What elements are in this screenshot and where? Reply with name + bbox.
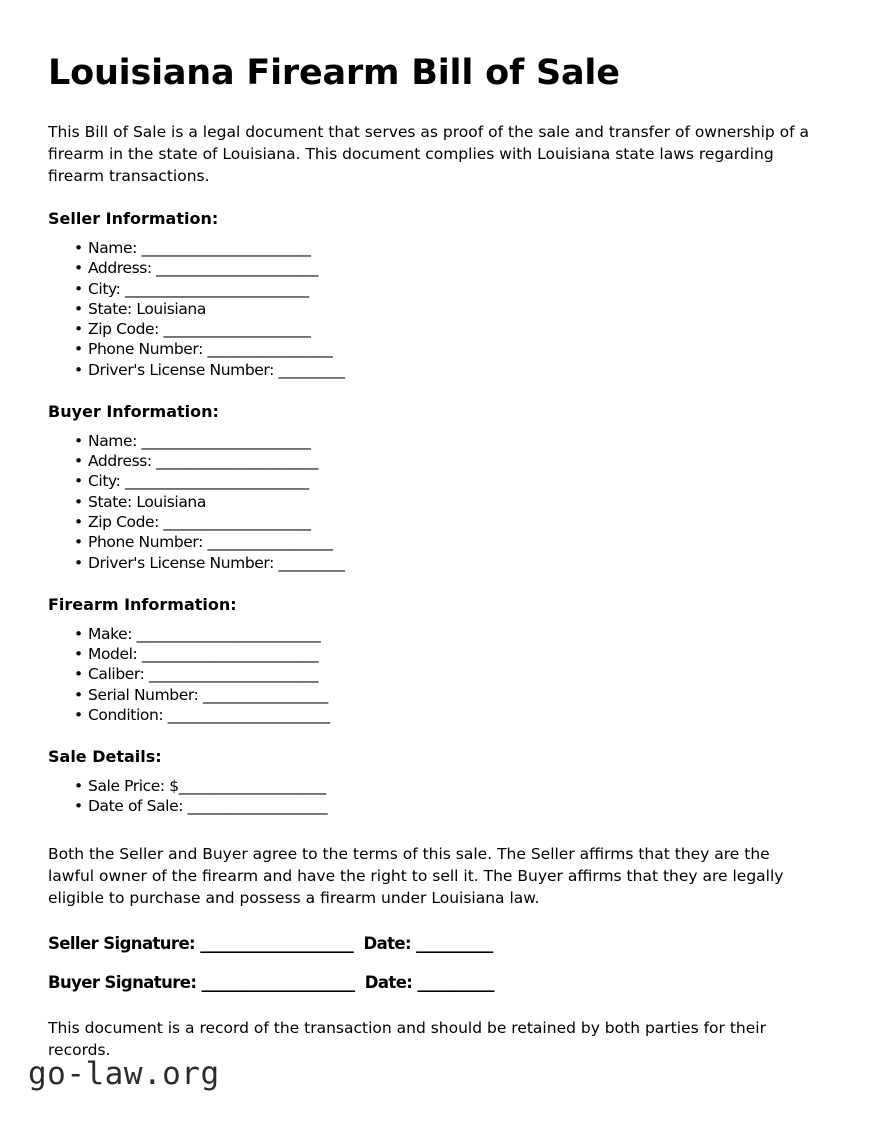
seller-field-state: State: Louisiana [88,299,206,318]
firearm-field-model: Model: ________________________ [88,645,319,664]
seller-field-phone: Phone Number: _________________ [88,340,333,359]
list-item [48,431,812,451]
list-item [48,553,812,573]
firearm-field-condition: Condition: ______________________ [88,705,330,724]
sale-field-price: Sale Price: $____________________ [88,777,326,796]
list-item [48,644,812,664]
buyer-field-address: Address: ______________________ [88,452,318,471]
buyer-field-license: Driver's License Number: _________ [88,553,345,572]
seller-field-list [48,238,812,380]
site-watermark: go-law.org [28,1056,220,1092]
list-item [48,705,812,725]
sale-field-date: Date of Sale: ___________________ [88,797,328,816]
buyer-section-heading: Buyer Information: [48,402,219,422]
list-item [48,299,812,319]
list-item [48,471,812,491]
buyer-field-zip: Zip Code: ____________________ [88,513,311,532]
firearm-section-heading: Firearm Information: [48,594,237,614]
list-item [48,258,812,278]
seller-signature-text: Seller Signature: ____________________ Date: __________ [48,933,493,953]
list-item [48,664,812,684]
signature-block [48,933,812,994]
list-item [48,512,812,532]
seller-field-zip: Zip Code: ____________________ [88,320,311,339]
document-content [48,54,812,1061]
list-item [48,776,812,796]
buyer-field-city: City: _________________________ [88,472,309,491]
seller-field-city: City: _________________________ [88,279,309,298]
closing-paragraph: This document is a record of the transaction and should be retained by both parties for their records. [48,1019,766,1060]
list-item [48,624,812,644]
firearm-field-serial: Serial Number: _________________ [88,685,328,704]
list-item [48,319,812,339]
list-item [48,451,812,471]
buyer-signature-line [48,972,812,993]
buyer-field-state: State: Louisiana [88,492,206,511]
buyer-field-list [48,431,812,573]
list-item [48,360,812,380]
agreement-paragraph: Both the Seller and Buyer agree to the terms of this sale. The Seller affirms that they are the lawful owner of the firearm and have the right to sell it. The Buyer affirms that they are legally eligible to purchase and possess a firearm under Louisiana law. [48,844,784,907]
list-item [48,796,812,816]
list-item [48,238,812,258]
list-item [48,279,812,299]
firearm-field-caliber: Caliber: _______________________ [88,665,319,684]
sale-section-heading: Sale Details: [48,747,162,767]
list-item [48,532,812,552]
sale-field-list [48,776,812,817]
seller-field-name: Name: _______________________ [88,238,311,257]
seller-field-address: Address: ______________________ [88,259,318,278]
page-title: Louisiana Firearm Bill of Sale [48,53,620,93]
buyer-field-name: Name: _______________________ [88,431,311,450]
firearm-field-make: Make: _________________________ [88,624,321,643]
buyer-signature-text: Buyer Signature: ____________________ Date: __________ [48,973,494,993]
list-item [48,685,812,705]
buyer-field-phone: Phone Number: _________________ [88,533,333,552]
firearm-field-list [48,624,812,725]
seller-field-license: Driver's License Number: _________ [88,360,345,379]
seller-signature-line [48,933,812,954]
list-item [48,339,812,359]
list-item [48,492,812,512]
seller-section-heading: Seller Information: [48,209,219,229]
intro-paragraph: This Bill of Sale is a legal document that serves as proof of the sale and transfer of ownership of a firearm in the state of Louisiana. This document complies with Louisiana state laws regarding firearm transactions. [48,123,810,186]
